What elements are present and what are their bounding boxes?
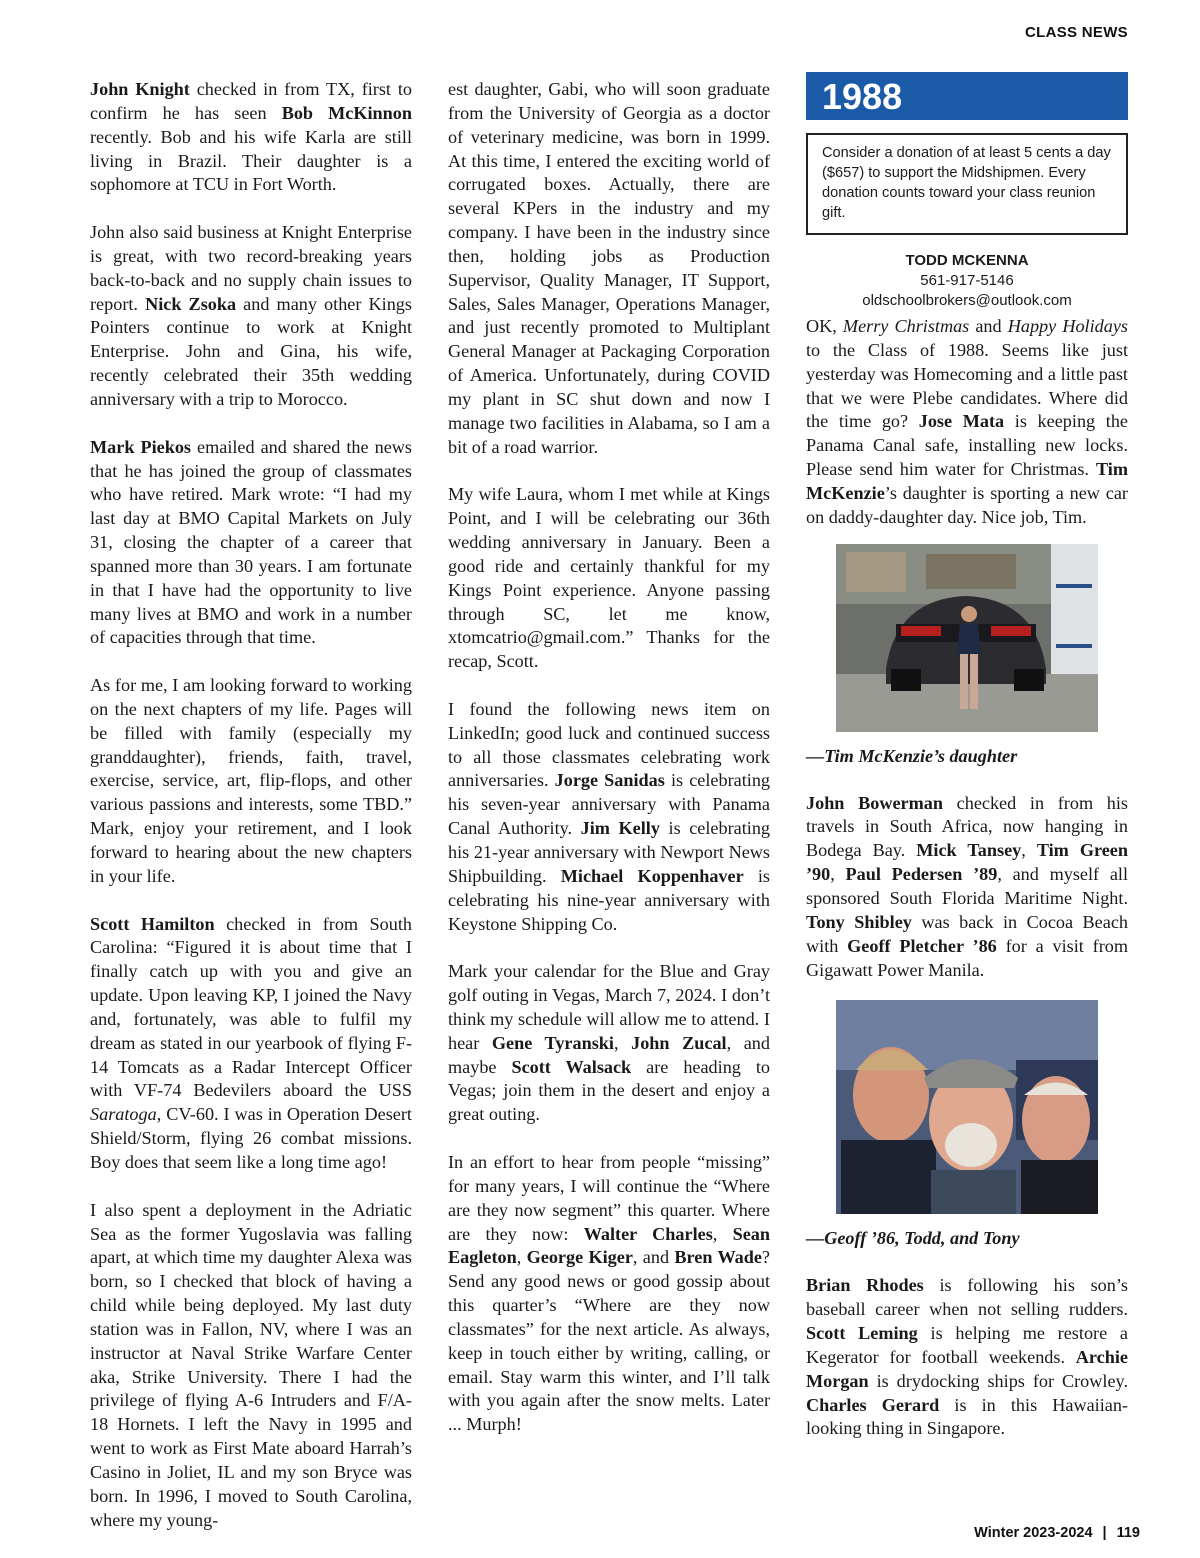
page-number: 119 bbox=[1116, 1525, 1140, 1541]
bold-name: Bren Wade bbox=[674, 1247, 762, 1268]
paragraph: John Knight checked in from TX, first to confirm he has seen Bob McKinnon recently. Bob and his wife Karla are still living in Brazil. Their daughter is a sophomore at TCU in Fort Worth. bbox=[90, 79, 412, 195]
photo-caption: —Tim McKenzie’s daughter bbox=[806, 745, 1018, 766]
contact-name: TODD MCKENNA bbox=[905, 252, 1029, 269]
column-2 bbox=[448, 78, 770, 1461]
column-1 bbox=[90, 78, 412, 1556]
bold-name: Scott Hamilton bbox=[90, 913, 215, 934]
bold-name: John Bowerman bbox=[806, 792, 943, 813]
paragraph: My wife Laura, whom I met while at Kings Point, and I will be celebrating our 36th wedding anniversary in January. Been a good ride and certainly thankful for my Kings Point experience. Anyone passing through SC, let me know, xtomcatrio@gmail.com.” Thanks for the recap, Scott. bbox=[448, 484, 770, 672]
selfie-photo bbox=[836, 1000, 1098, 1214]
bold-name: Sean Eagleton bbox=[448, 1223, 770, 1268]
bold-name: Geoff Pletcher ’86 bbox=[847, 935, 997, 956]
bold-name: Scott Walsack bbox=[511, 1056, 632, 1077]
paragraph: Mark Piekos emailed and shared the news that he has joined the group of classmates who have retired. Mark wrote: “I had my last day at BMO Capital Markets on July 31, closing the chapter of a career that spanned more than 30 years. I am fortunate in that I have had the opportunity to live many lives at BMO and work in a number of capacities through that time. bbox=[90, 436, 412, 648]
bold-name: John Knight bbox=[90, 79, 190, 99]
bold-name: Archie Morgan bbox=[806, 1346, 1128, 1391]
photo-selfie bbox=[836, 1000, 1098, 1214]
bold-name: Brian Rhodes bbox=[806, 1275, 924, 1296]
bold-name: Jorge Sanidas bbox=[554, 770, 665, 791]
bold-name: Jose Mata bbox=[918, 411, 1005, 432]
bold-name: Walter Charles bbox=[583, 1223, 713, 1244]
bold-name: Mick Tansey bbox=[916, 840, 1022, 861]
bold-name: Bob McKinnon bbox=[281, 102, 412, 123]
bold-name: Mark Piekos bbox=[90, 436, 191, 457]
paragraph: John Bowerman checked in from his travels in South Africa, now hanging in Bodega Bay. Mick Tansey, Tim Green ’90, Paul Pedersen ’89, and myself all sponsored South Florida Maritime Night. Tony Shibley was back in Cocoa Beach with Geoff Pletcher ’86 for a visit from Gigawatt Power Manila. bbox=[806, 792, 1129, 980]
italic-text: Saratoga bbox=[90, 1104, 157, 1125]
italic-text: Happy Holidays bbox=[1007, 316, 1128, 336]
footer-separator: | bbox=[1102, 1525, 1107, 1541]
paragraph: I also spent a deployment in the Adriatic Sea as the former Yugoslavia was falling apart, at which time my daughter Alexa was born, so I checked that block of having a child while being deployed. My last duty station was in Fallon, NV, where I was an instructor at Naval Strike Warfare Center aka, Strike University. There I had the privilege of flying A-6 Intruders and F/A-18 Hornets. I left the Navy in 1995 and went to work as First Mate aboard Harrah’s Casino in Joliet, IL and my son Bryce was born. In 1996, I moved to South Carolina, where my young- bbox=[90, 1199, 412, 1530]
donation-notice: Consider a donation of at least 5 cents a day ($657) to support the Midshipmen. Every donation counts toward your class reunion gift. bbox=[806, 133, 1128, 235]
photo-caption: —Geoff ’86, Todd, and Tony bbox=[806, 1228, 1020, 1249]
bold-name: George Kiger bbox=[526, 1247, 633, 1268]
class-year-banner: 1988 bbox=[806, 72, 1128, 120]
bold-name: Michael Koppenhaver bbox=[560, 865, 744, 886]
paragraph: est daughter, Gabi, who will soon graduate from the University of Georgia as a doctor of veterinary medicine, was born in 1999. At this time, I entered the exciting world of corrugated boxes. Actually, there are several KPers in the industry and my company. I have been in the industry since then, holding jobs as Production Supervisor, Quality Manager, IT Support, Sales, Sales Manager, Operations Manager, and just recently promoted to Multiplant General Manager at Packaging Corporation of America. Unfortunately, during COVID my plant in SC shut down and now I manage two facilities in Alabama, so I am a bit of a road warrior. bbox=[448, 79, 770, 457]
page-footer bbox=[974, 1525, 1140, 1541]
class-contact bbox=[806, 251, 1128, 311]
bold-name: Nick Zsoka bbox=[145, 293, 237, 314]
bold-name: Tony Shibley bbox=[806, 911, 912, 932]
paragraph: Mark your calendar for the Blue and Gray golf outing in Vegas, March 7, 2024. I don’t think my schedule will allow me to attend. I hear Gene Tyranski, John Zucal, and maybe Scott Walsack are heading to Vegas; join them in the desert and enjoy a great outing. bbox=[448, 961, 771, 1125]
bold-name: Charles Gerard bbox=[806, 1394, 940, 1415]
bold-name: Paul Pedersen ’89 bbox=[845, 864, 998, 885]
bold-name: Tim Green ’90 bbox=[806, 840, 1128, 885]
bold-name: Gene Tyranski bbox=[491, 1032, 614, 1053]
paragraph: In an effort to hear from people “missing” for many years, I will continue the “Where are they now segment” this quarter. Where are they now: Walter Charles, Sean Eagleton, George Kiger, and Bren Wade? Send any good news or good gossip about this quarter’s “Where are they now classmates” for the next article. As always, keep in touch either by writing, calling, or email. Stay warm this winter, and I’ll talk with you again after the snow melts. Later ... Murph! bbox=[448, 1151, 770, 1435]
paragraph: Scott Hamilton checked in from South Carolina: “Figured it is about time that I finally catch up with you and give an update. Upon leaving KP, I joined the Navy and, fortunately, was able to fulfil my dream as stated in our yearbook of flying F-14 Tomcats as a Radar Intercept Officer with VF-74 Bedevilers aboard the USS Saratoga, CV-60. I was in Operation Desert Shield/Storm, flying 26 combat missions. Boy does that seem like a long time ago! bbox=[90, 913, 412, 1172]
paragraph: Brian Rhodes is following his son’s baseball career when not selling rudders. Scott Leming is helping me restore a Kegerator for football weekends. Archie Morgan is drydocking ships for Crowley. Charles Gerard is in this Hawaiian-looking thing in Singapore. bbox=[806, 1275, 1128, 1439]
paragraph: OK, Merry Christmas and Happy Holidays to the Class of 1988. Seems like just yesterday was Homecoming and a little past that we were Plebe candidates. Where did the time go? Jose Mata is keeping the Panama Canal safe, installing new locks. Please send him water for Christmas. Tim McKenzie’s daughter is sporting a new car on daddy-daughter day. Nice job, Tim. bbox=[806, 316, 1128, 527]
contact-email: oldschoolbrokers@outlook.com bbox=[862, 292, 1072, 309]
bold-name: John Zucal bbox=[631, 1032, 727, 1053]
column-3 bbox=[806, 72, 1128, 1465]
issue-label: Winter 2023-2024 bbox=[974, 1525, 1093, 1541]
contact-phone: 561-917-5146 bbox=[920, 272, 1014, 289]
bold-name: Jim Kelly bbox=[580, 818, 660, 839]
paragraph: As for me, I am looking forward to working on the next chapters of my life. Pages will be filled with family (especially my granddaughter), friends, faith, travel, exercise, service, art, flip-flops, and other various passions and interests, some TBD.” Mark, enjoy your retirement, and I look forward to hearing about the new chapters in your life. bbox=[90, 675, 412, 886]
photo-car-daughter bbox=[836, 544, 1098, 732]
paragraph: John also said business at Knight Enterprise is great, with two record-breaking years back-to-back and no supply chain issues to report. Nick Zsoka and many other Kings Pointers continue to work at Knight Enterprise. John and Gina, his wife, recently celebrated their 35th wedding anniversary with a trip to Morocco. bbox=[90, 222, 412, 409]
garage-photo bbox=[836, 544, 1098, 732]
bold-name: Tim McKenzie bbox=[806, 459, 1128, 503]
bold-name: Scott Leming bbox=[806, 1323, 918, 1344]
italic-text: Merry Christmas bbox=[842, 316, 970, 336]
section-header: CLASS NEWS bbox=[1024, 24, 1128, 41]
paragraph: I found the following news item on LinkedIn; good luck and continued success to all those classmates celebrating work anniversaries. Jorge Sanidas is celebrating his seven-year anniversary with Panama Canal Authority. Jim Kelly is celebrating his 21-year anniversary with Newport News Shipbuilding. Michael Koppenhaver is celebrating his nine-year anniversary with Keystone Shipping Co. bbox=[448, 698, 771, 934]
